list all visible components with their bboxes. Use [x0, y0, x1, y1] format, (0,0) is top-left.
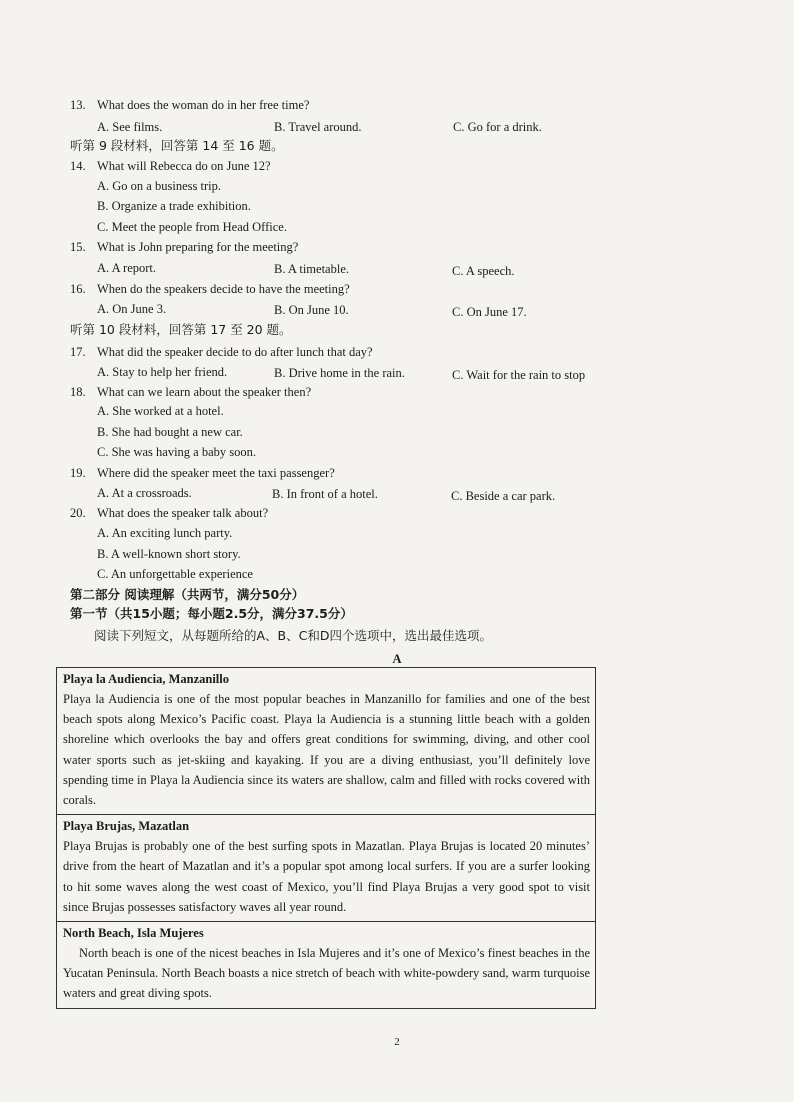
q17-option-c: C. Wait for the rain to stop: [452, 368, 586, 382]
section-9-instruction: 听第 9 段材料，回答第 14 至 16 题。: [70, 138, 284, 153]
q15-option-b: B. A timetable.: [274, 262, 349, 276]
question-16: 16. When do the speakers decide to have the meeting?: [70, 282, 350, 296]
question-15: 15. What is John preparing for the meeting?: [70, 240, 299, 254]
q15-option-a: A. A report.: [97, 261, 157, 275]
passage-section-3: [57, 922, 595, 1008]
q14-option-c: C. Meet the people from Head Office.: [97, 220, 287, 234]
question-14: 14. What will Rebecca do on June 12?: [70, 159, 271, 173]
part2-section1: 第一节（共15小题；每小题2.5分，满分37.5分）: [70, 606, 353, 621]
q16-option-c: C. On June 17.: [452, 305, 527, 319]
question-13: 13. What does the woman do in her free time?: [70, 98, 310, 112]
question-18: 18. What can we learn about the speaker then?: [70, 385, 312, 399]
q20-option-a: A. An exciting lunch party.: [97, 526, 233, 540]
section-10-instruction: 听第 10 段材料，回答第 17 至 20 题。: [70, 322, 292, 337]
q17-option-b: B. Drive home in the rain.: [274, 366, 405, 380]
q20-option-b: B. A well-known short story.: [97, 547, 241, 561]
passage-label: A: [392, 652, 402, 666]
q17-option-a: A. Stay to help her friend.: [97, 365, 228, 379]
q19-option-b: B. In front of a hotel.: [272, 487, 378, 501]
q18-option-c: C. She was having a baby soon.: [97, 445, 257, 459]
part2-title: 第二部分 阅读理解（共两节，满分50分）: [70, 587, 305, 602]
question-17: 17. What did the speaker decide to do after lunch that day?: [70, 345, 373, 359]
section-3-title: North Beach, Isla Mujeres: [63, 926, 204, 941]
q13-option-b: B. Travel around.: [274, 120, 362, 134]
passage-section-1: [57, 668, 595, 815]
q14-option-b: B. Organize a trade exhibition.: [97, 199, 251, 213]
q13-option-a: A. See films.: [97, 120, 163, 134]
section-2-text: Playa Brujas is probably one of the best surfing spots in Mazatlan. Playa Brujas is located 20 minutes’ drive from the heart of Mazatlan and it’s a popular spot among local surfers. If you are a surfer looking to hit some waves along the west coast of Mexico, you’ll find Playa Brujas a very good spot to visit since Brujas possesses satisfactory waves all year round.: [63, 839, 590, 914]
question-20: 20. What does the speaker talk about?: [70, 506, 269, 520]
page-number: 2: [394, 1036, 400, 1048]
q13-option-c: C. Go for a drink.: [453, 120, 542, 134]
q19-option-c: C. Beside a car park.: [451, 489, 556, 503]
q14-option-a: A. Go on a business trip.: [97, 179, 221, 193]
q16-option-b: B. On June 10.: [274, 303, 349, 317]
q20-option-c: C. An unforgettable experience: [97, 567, 253, 581]
section-1-text: Playa la Audiencia is one of the most popular beaches in Manzanillo for families and one of the best beach spots along Mexico’s Pacific coast. Playa la Audiencia is a stunning little beach with a golden shoreline which overlooks the bay and offers great conditions for swimming, diving, and other cool water sports such as jet-skiing and kayaking. If you are a diving enthusiast, you’ll definitely love spending time in Playa la Audiencia since its waters are shallow, calm and filled with rocks covered with corals.: [63, 692, 590, 808]
q18-option-a: A. She worked at a hotel.: [97, 404, 224, 418]
q19-option-a: A. At a crossroads.: [97, 486, 192, 500]
question-19: 19. Where did the speaker meet the taxi passenger?: [70, 466, 335, 480]
part2-instruction: 阅读下列短文，从每题所给的A、B、C和D四个选项中，选出最佳选项。: [94, 628, 492, 643]
passage-section-2: [57, 815, 595, 922]
section-3-text: North beach is one of the nicest beaches in Isla Mujeres and it’s one of Mexico’s finest beaches in the Yucatan Peninsula. North Beach boasts a nice stretch of beach with white-powdery sand, warm turquoise waters and great diving spots.: [63, 946, 590, 1001]
q18-option-b: B. She had bought a new car.: [97, 425, 243, 439]
section-1-title: Playa la Audiencia, Manzanillo: [63, 672, 229, 686]
q15-option-c: C. A speech.: [452, 264, 515, 278]
q16-option-a: A. On June 3.: [97, 302, 167, 316]
passage-a-box: [56, 667, 596, 1009]
section-2-title: Playa Brujas, Mazatlan: [63, 819, 190, 834]
